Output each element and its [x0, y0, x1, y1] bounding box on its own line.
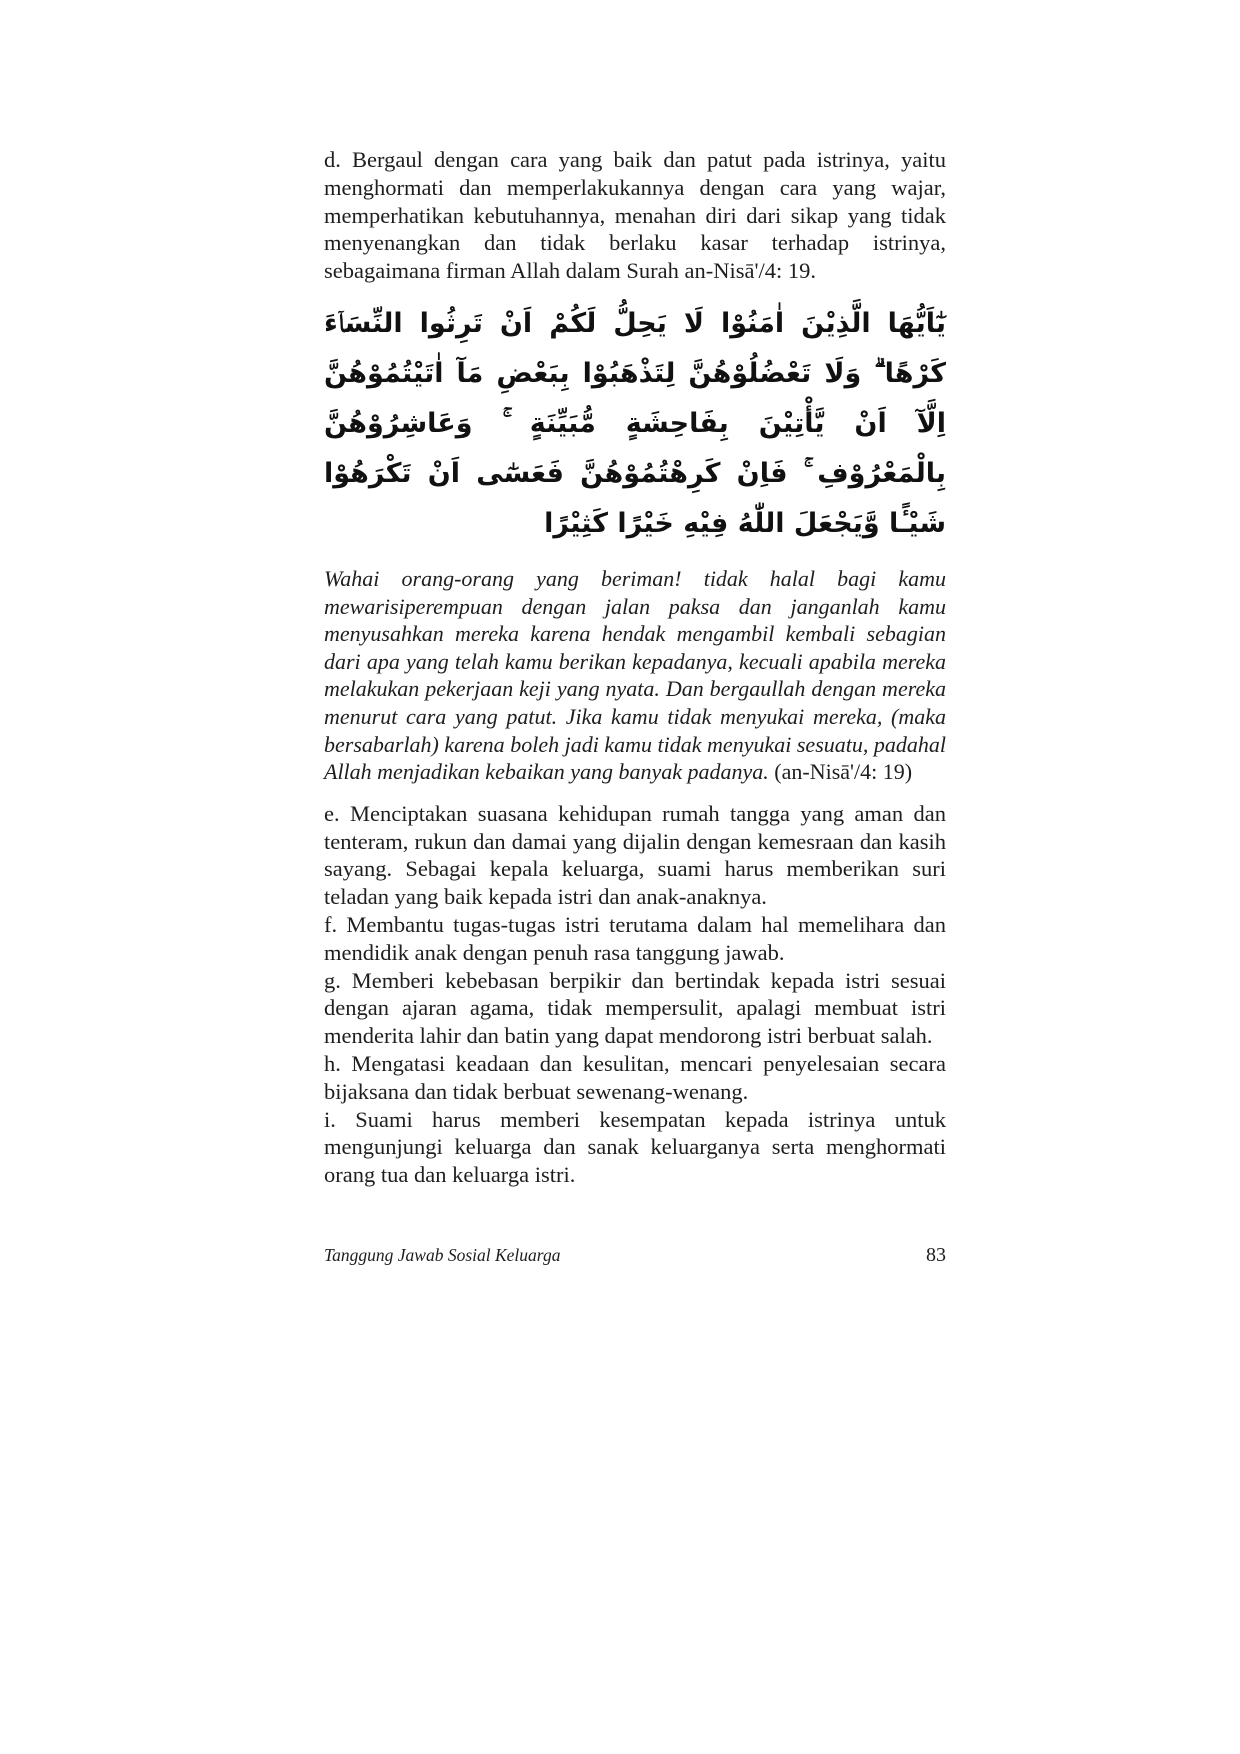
page-body — [324, 146, 946, 1189]
page-number: 83 — [926, 1244, 946, 1266]
paragraph-i: i. Suami harus memberi kesempatan kepada istrinya untuk mengunjungi keluarga dan sanak keluarganya serta menghormati orang tua dan keluarga istri. — [324, 1106, 946, 1188]
verse-reference: (an-Nisā'/4: 19) — [774, 759, 913, 785]
paragraph-e: e. Menciptakan suasana kehidupan rumah tangga yang aman dan tenteram, rukun dan damai yang dijalin dengan kemesraan dan kasih sayang. Sebagai kepala keluarga, suami harus memberikan suri teladan yang baik kepada istri dan anak-anaknya. — [324, 800, 946, 910]
running-title: Tanggung Jawab Sosial Keluarga — [324, 1245, 561, 1265]
paragraph-f: f. Membantu tugas-tugas istri terutama dalam hal memelihara dan mendidik anak dengan penuh rasa tanggung jawab. — [324, 911, 946, 965]
page-footer — [324, 1244, 946, 1274]
list-continuation — [324, 800, 946, 1189]
paragraph-g: g. Memberi kebebasan berpikir dan bertindak kepada istri sesuai dengan ajaran agama, tidak mempersulit, apalagi membuat istri menderita lahir dan batin yang dapat mendorong istri berbuat salah. — [324, 967, 946, 1049]
paragraph-d: d. Bergaul dengan cara yang baik dan patut pada istrinya, yaitu menghormati dan memperlakukannya dengan cara yang wajar, memperhatikan kebutuhannya, menahan diri dari sikap yang tidak menyenangkan dan tidak berlaku kasar terhadap istrinya, sebagaimana firman Allah dalam Surah an-Nisā'/4: 19. — [324, 147, 946, 284]
paragraph-h: h. Mengatasi keadaan dan kesulitan, mencari penyelesaian secara bijaksana dan tidak berbuat sewenang-wenang. — [324, 1050, 946, 1104]
translation-text: Wahai orang-orang yang beriman! tidak halal bagi kamu mewarisiperempuan dengan jalan paksa dan janganlah kamu menyusahkan mereka karena hendak mengambil kembali sebagian dari apa yang telah kamu berikan kepadanya, kecuali apabila mereka melakukan pekerjaan keji yang nyata. Dan bergaullah dengan mereka menurut cara yang patut. Jika kamu tidak menyukai mereka, (maka bersabarlah) karena boleh jadi kamu tidak menyukai sesuatu, padahal Allah menjadikan kebaikan yang banyak padanya. — [324, 565, 946, 785]
verse-translation — [324, 565, 946, 786]
arabic-verse: يٰٓاَيُّهَا الَّذِيْنَ اٰمَنُوْا لَا يَحِلُّ لَكُمْ اَنْ تَرِثُوا النِّسَاۤءَ كَرْهًا ۗ وَلَا تَعْضُلُوْهُنَّ لِتَذْهَبُوْا بِبَعْضِ مَآ اٰتَيْتُمُوْهُنَّ اِلَّآ اَنْ يَّأْتِيْنَ بِفَاحِشَةٍ مُّبَيِّنَةٍ ۚ وَعَاشِرُوْهُنَّ بِالْمَعْرُوْفِ ۚ فَاِنْ كَرِهْتُمُوْهُنَّ فَعَسٰٓى اَنْ تَكْرَهُوْا شَيْـًٔا وَّيَجْعَلَ اللّٰهُ فِيْهِ خَيْرًا كَثِيْرًا — [324, 307, 946, 539]
